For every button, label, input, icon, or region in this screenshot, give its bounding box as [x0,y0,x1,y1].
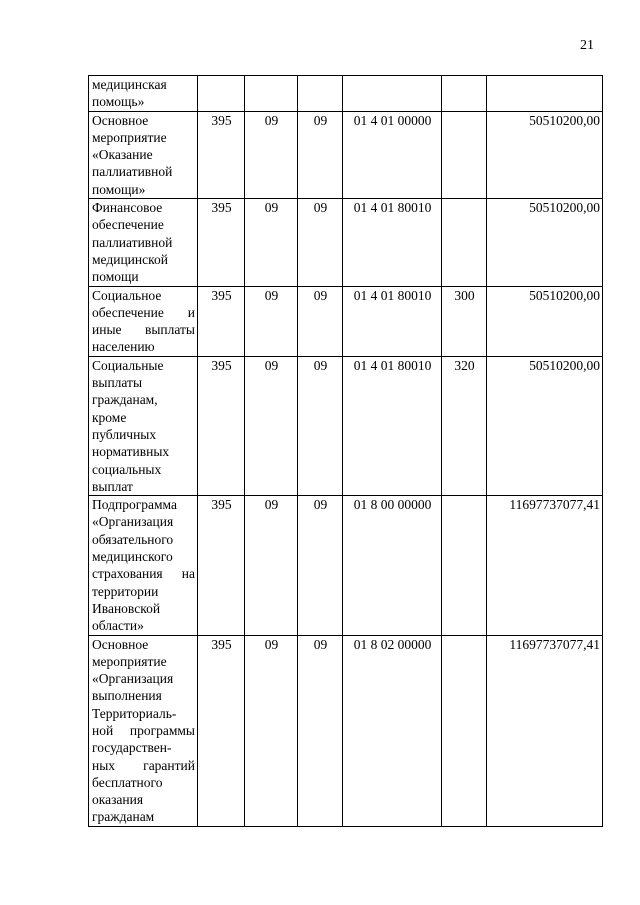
row-name-line: Основное [92,112,149,128]
section-code-cell: 09 [245,496,298,635]
row-name-line: выплат [92,478,133,494]
row-name-line: бесплатного [92,774,163,790]
expense-type-cell [442,199,487,286]
ministry-code-cell: 395 [198,286,245,356]
row-name-line: территории [92,583,159,599]
row-name-line: гражданам [92,809,155,825]
row-name-cell [89,111,198,198]
budget-table [88,75,603,827]
row-name-line: медицинская [92,77,167,92]
row-name-line: «Организация [92,671,174,687]
row-name-line: паллиативной [92,234,173,250]
target-code-cell: 01 8 02 00000 [343,635,442,826]
subsection-code-cell [298,76,343,112]
budget-table-body [89,76,603,827]
ministry-code-cell: 395 [198,496,245,635]
row-name-line: Основное [92,636,149,652]
ministry-code-cell: 395 [198,356,245,495]
ministry-code-cell: 395 [198,199,245,286]
expense-type-cell: 300 [442,286,487,356]
row-name-line: мероприятие [92,653,167,669]
row-name-line: гражданам, [92,392,158,408]
amount-cell: 50510200,00 [487,286,603,356]
row-name-line: Финансовое [92,200,163,216]
row-name-line: социальных [92,461,162,477]
table-row [89,635,603,826]
row-name-line: кроме [92,409,127,425]
section-code-cell [245,76,298,112]
target-code-cell: 01 8 00 00000 [343,496,442,635]
amount-cell: 11697737077,41 [487,635,603,826]
target-code-cell: 01 4 01 80010 [343,286,442,356]
ministry-code-cell: 395 [198,111,245,198]
row-name-line: Территориаль- [92,705,177,721]
row-name-line: нормативных [92,444,170,460]
row-name-line: медицинской [92,251,168,267]
subsection-code-cell: 09 [298,286,343,356]
row-name-cell [89,76,198,112]
row-name-line: обеспечение и [92,304,195,320]
table-row [89,496,603,635]
expense-type-cell [442,76,487,112]
row-name-line: населению [92,339,155,355]
table-row [89,286,603,356]
row-name-line: выполнения [92,688,162,704]
table-row [89,199,603,286]
table-row [89,111,603,198]
row-name-line: страхования на [92,566,195,582]
row-name-line: оказания [92,792,144,808]
subsection-code-cell: 09 [298,199,343,286]
row-name-line: «Оказание [92,147,153,163]
target-code-cell: 01 4 01 00000 [343,111,442,198]
subsection-code-cell: 09 [298,111,343,198]
table-row [89,76,603,112]
expense-type-cell [442,635,487,826]
row-name-line: Ивановской [92,600,161,616]
section-code-cell: 09 [245,286,298,356]
row-name-line: медицинского [92,549,173,565]
expense-type-cell [442,496,487,635]
row-name-line: Подпрограмма [92,497,177,513]
subsection-code-cell: 09 [298,356,343,495]
row-name-cell [89,356,198,495]
row-name-line: помощь» [92,94,145,110]
amount-cell: 50510200,00 [487,356,603,495]
section-code-cell: 09 [245,199,298,286]
row-name-cell [89,286,198,356]
row-name-cell [89,496,198,635]
amount-cell: 11697737077,41 [487,496,603,635]
amount-cell: 50510200,00 [487,199,603,286]
section-code-cell: 09 [245,635,298,826]
row-name-cell [89,199,198,286]
target-code-cell [343,76,442,112]
subsection-code-cell: 09 [298,635,343,826]
target-code-cell: 01 4 01 80010 [343,356,442,495]
row-name-line: «Организация [92,514,174,530]
row-name-line: помощи» [92,181,146,197]
row-name-line: Социальное [92,287,162,303]
ministry-code-cell [198,76,245,112]
row-name-line: области» [92,618,144,634]
section-code-cell: 09 [245,356,298,495]
row-name-line: ных гарантий [92,757,195,773]
row-name-line: публичных [92,426,157,442]
page-number: 21 [580,38,594,53]
row-name-line: помощи [92,269,139,285]
expense-type-cell [442,111,487,198]
expense-type-cell: 320 [442,356,487,495]
row-name-line: мероприятие [92,129,167,145]
row-name-line: ной программы [92,722,195,738]
row-name-line: выплаты [92,375,143,391]
row-name-line: обязательного [92,531,174,547]
row-name-line: паллиативной [92,164,173,180]
subsection-code-cell: 09 [298,496,343,635]
table-row [89,356,603,495]
row-name-cell [89,635,198,826]
amount-cell [487,76,603,112]
row-name-line: Социальные [92,357,164,373]
row-name-line: обеспечение [92,217,164,233]
target-code-cell: 01 4 01 80010 [343,199,442,286]
ministry-code-cell: 395 [198,635,245,826]
row-name-line: государствен- [92,740,172,756]
amount-cell: 50510200,00 [487,111,603,198]
section-code-cell: 09 [245,111,298,198]
row-name-line: иные выплаты [92,322,195,338]
